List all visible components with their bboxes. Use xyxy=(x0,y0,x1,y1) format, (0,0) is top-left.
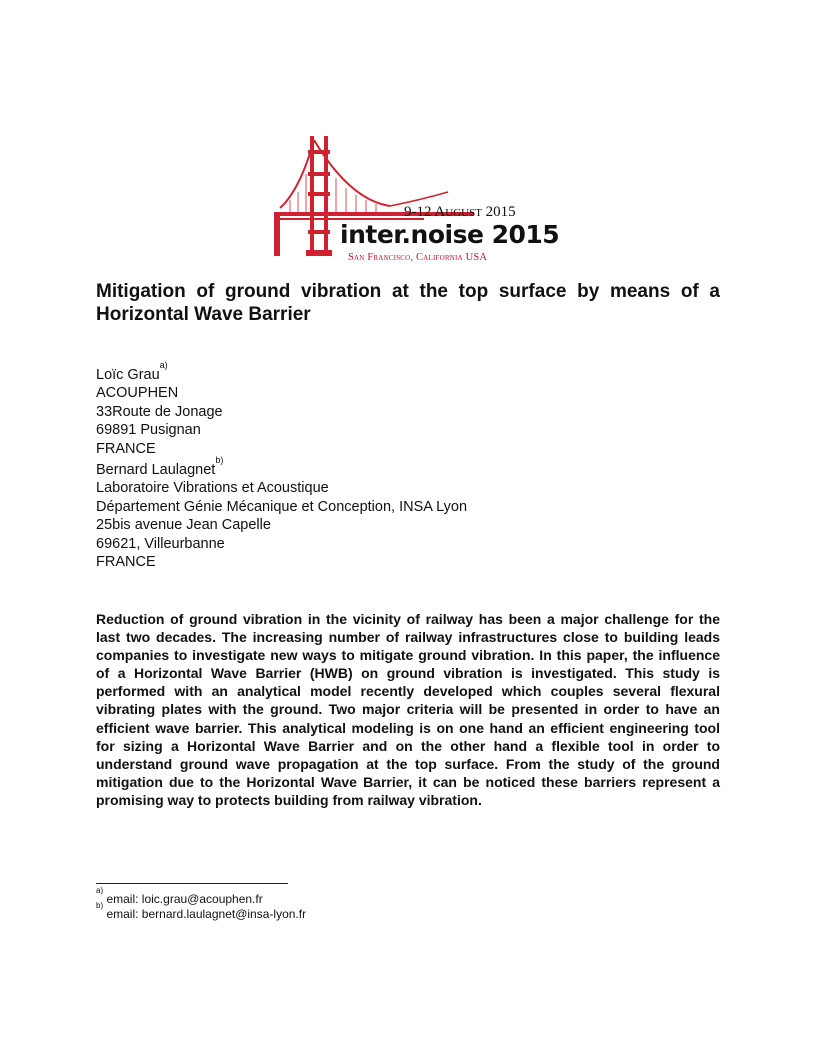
footnote-mark: a) xyxy=(159,360,168,370)
footnote-text: email: bernard.laulagnet@insa-lyon.fr xyxy=(103,907,307,921)
abstract: Reduction of ground vibration in the vicinity of railway has been a major challenge for the last two decades. The increasing number of railway infrastructures close to building leads companies to investigate new ways to mitigate ground vibration. In this paper, the influence of a Horizontal Wave Barrier (HWB) on ground vibration is investigated. This study is performed with an analytical model recently developed which couples several flexural vibrating plates with the ground. Two major criteria will be presented in order to have an efficient wave barrier. This analytical modeling is on one hand an efficient engineering tool for sizing a Horizontal Wave Barrier and on the other hand a flexible tool in order to understand ground wave propagation at the top surface. From the study of the ground mitigation due to the Horizontal Wave Barrier, it can be noticed these barriers represent a promising way to protects building from railway vibration. xyxy=(96,611,720,808)
footnote-mark: a) xyxy=(96,886,104,895)
affiliation-line: Laboratoire Vibrations et Acoustique xyxy=(96,480,329,497)
conference-logo xyxy=(270,130,550,270)
affiliation-line: FRANCE xyxy=(96,440,156,457)
footnote-text: email: loic.grau@acouphen.fr xyxy=(103,892,263,906)
affiliation-line: ACOUPHEN xyxy=(96,385,179,402)
author-block-2 xyxy=(96,455,468,571)
paper-title: Mitigation of ground vibration at the top surface by means of a Horizontal Wave Barrier xyxy=(96,281,720,325)
footnote xyxy=(96,886,263,906)
affiliation-line: 25bis avenue Jean Capelle xyxy=(96,517,271,534)
footnote-divider xyxy=(96,883,288,884)
author-block-1 xyxy=(96,360,223,458)
affiliation-line: Département Génie Mécanique et Conception, INSA Lyon xyxy=(96,498,468,515)
affiliation-line: 33Route de Jonage xyxy=(96,403,223,420)
conference-name: inter.noise 2015 xyxy=(340,220,560,249)
footnote-mark: b) xyxy=(215,455,224,465)
conference-date: 9-12 August 2015 xyxy=(404,204,516,220)
affiliation-line: 69891 Pusignan xyxy=(96,422,201,439)
footnote-mark: b) xyxy=(96,901,104,910)
affiliation-line: FRANCE xyxy=(96,554,156,571)
conference-location: San Francisco, California USA xyxy=(348,252,488,263)
affiliation-line: 69621, Villeurbanne xyxy=(96,535,225,552)
golden-gate-bridge-icon xyxy=(270,130,550,270)
author-name: Loïc Grau$^{a)}$ xyxy=(96,360,168,383)
author-name: Bernard Laulagnet$^{b)}$ xyxy=(96,455,224,478)
footnote xyxy=(96,901,307,921)
